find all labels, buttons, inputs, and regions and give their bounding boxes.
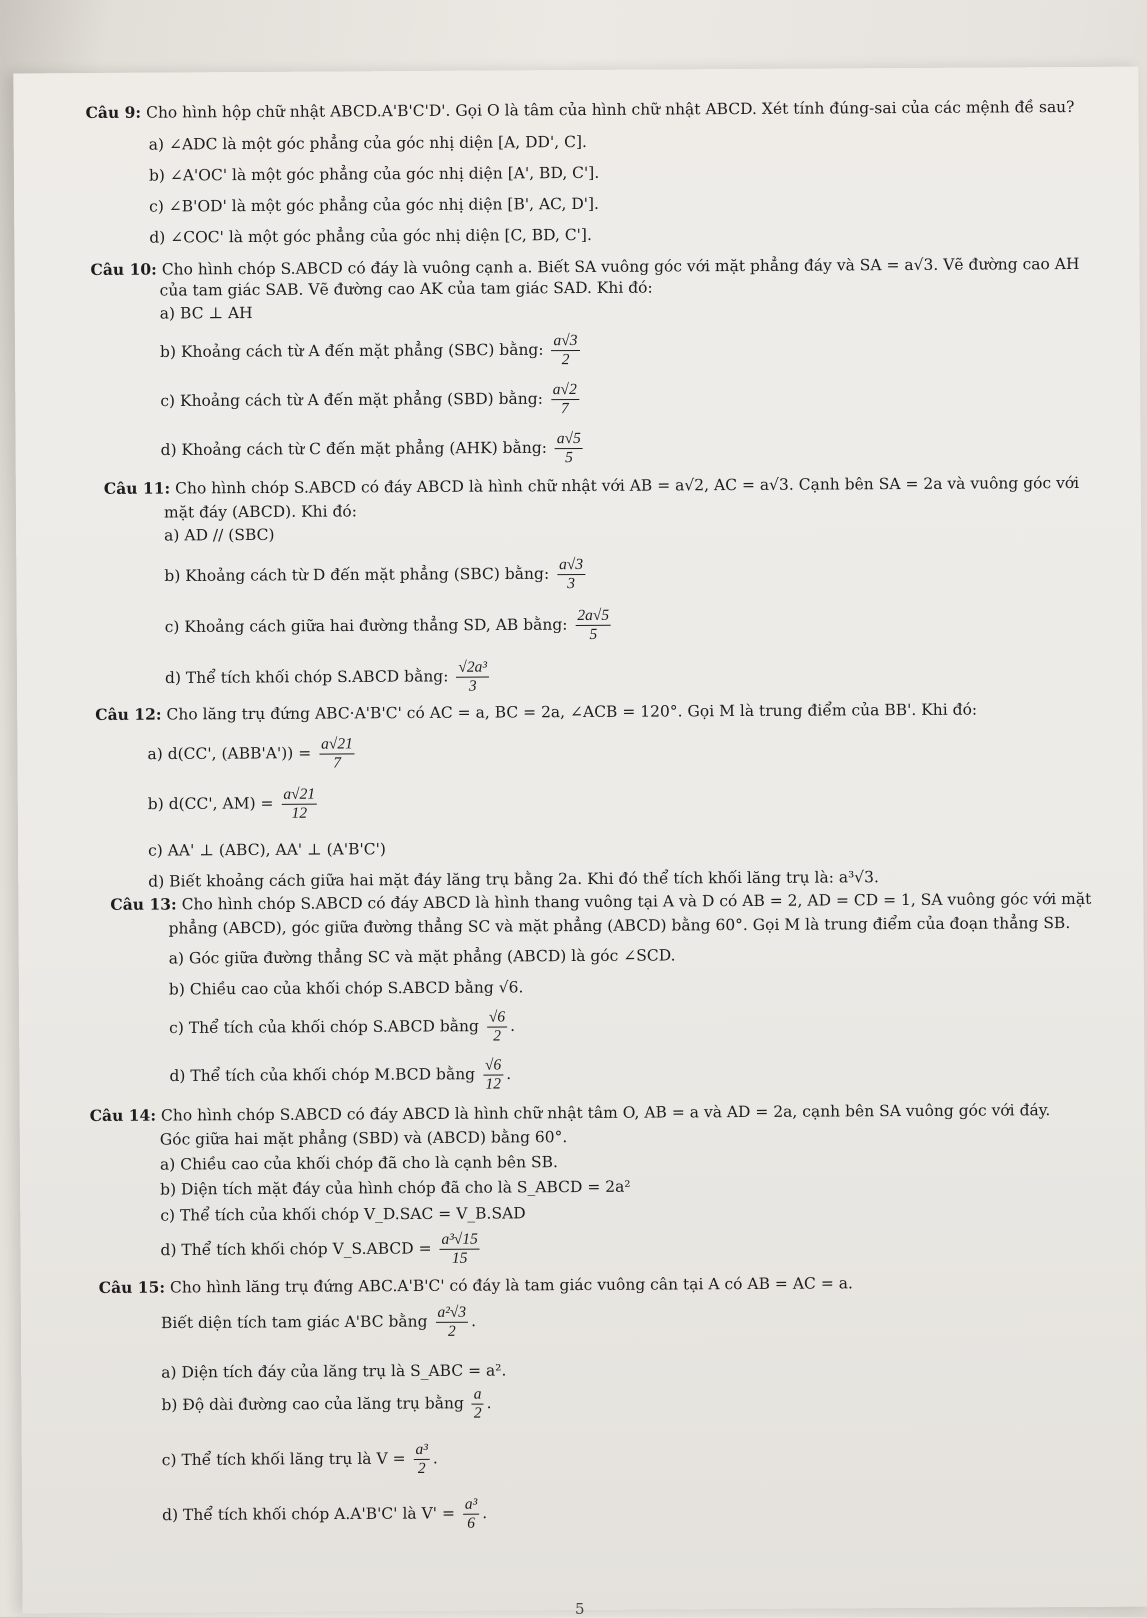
question-11-item-a: a) AD // (SBC) xyxy=(164,525,275,545)
question-10-item-c: c) Khoảng cách từ A đến mặt phẳng (SBD) bằng: $\frac{a√2}{7}$ xyxy=(160,381,582,421)
question-11-stem: Câu 11: Cho hình chóp S.ABCD có đáy ABCD là hình chữ nhật với AB = a√2, AC = a√3. Cạnh bên SA = 2a và vuông góc với xyxy=(103,473,1080,498)
question-14-item-d: d) Thể tích khối chóp V_S.ABCD = $\frac{\text{a³√15}}{15}$ xyxy=(160,1231,483,1270)
question-13-item-c: c) Thể tích của khối chóp S.ABCD bằng $\frac{√6}{2}$ . xyxy=(169,1008,516,1045)
fraction: $\frac{\text{a³}}{6}$ xyxy=(463,1496,480,1533)
question-10-item-b: b) Khoảng cách từ A đến mặt phẳng (SBC) bằng: $\frac{a√3}{2}$ xyxy=(160,332,583,372)
question-13-item-d: d) Thể tích của khối chóp M.BCD bằng $\frac{√6}{12}$ . xyxy=(169,1056,512,1093)
question-10-stem-cont: của tam giác SAB. Vẽ đường cao AK của tam giác SAD. Khi đó: xyxy=(159,278,653,300)
question-10-item-d: d) Khoảng cách từ C đến mặt phẳng (AHK) bằng: $\frac{a√5}{5}$ xyxy=(161,430,587,470)
fraction: $\frac{√6}{12}$ xyxy=(483,1056,503,1093)
fraction: $\frac{a√2}{7}$ xyxy=(551,381,579,418)
fraction: $\frac{\text{a³}}{2}$ xyxy=(413,1441,430,1478)
question-11-item-b: b) Khoảng cách từ D đến mặt phẳng (SBC) bằng: $\frac{a√3}{3}$ xyxy=(164,556,588,596)
question-12-item-b: b) d(CC', AM) = $\frac{a√21}{12}$ xyxy=(148,786,321,824)
question-9-item-b: b) ∠A'OC' là một góc phẳng của góc nhị diện [A', BD, C']. xyxy=(148,163,600,185)
question-10-stem: Câu 10: Cho hình chóp S.ABCD có đáy là vuông cạnh a. Biết SA vuông góc với mặt phẳng đáy và SA = a√3. Vẽ đường cao AH xyxy=(90,254,1080,279)
question-15-item-d: d) Thể tích khối chóp A.A'B'C' là V' = $\frac{\text{a³}}{6}$ . xyxy=(162,1495,488,1532)
fraction: $\frac{a√21}{12}$ xyxy=(281,786,317,823)
question-14-stem: Câu 14: Cho hình chóp S.ABCD có đáy ABCD là hình chữ nhật tâm O, AB = a và AD = 2a, cạnh bên SA vuông góc với đáy. xyxy=(89,1101,1051,1126)
fraction: $\frac{\text{a²√3}}{2}$ xyxy=(435,1304,468,1341)
fraction: $\frac{a√5}{5}$ xyxy=(555,430,583,467)
question-12-item-c: c) AA' ⊥ (ABC), AA' ⊥ (A'B'C') xyxy=(148,840,386,860)
question-15-item-b: b) Độ dài đường cao của lăng trụ bằng $\frac{a}{2}$ . xyxy=(161,1385,492,1422)
exam-page xyxy=(13,67,1147,1614)
question-14-item-c: c) Thể tích của khối chóp V_D.SAC = V_B.SAD xyxy=(160,1204,526,1225)
fraction: $\frac{√6}{2}$ xyxy=(487,1008,507,1045)
question-11-stem-cont: mặt đáy (ABCD). Khi đó: xyxy=(163,502,358,522)
question-11-item-d: d) Thể tích khối chóp S.ABCD bằng: $\frac{\text{√2a³}}{3}$ xyxy=(165,659,492,698)
question-12-stem: Câu 12: Cho lăng trụ đứng ABC·A'B'C' có AC = a, BC = 2a, ∠ACB = 120°. Gọi M là trung điểm của BB'. Khi đó: xyxy=(95,700,978,724)
question-9-item-a: a) ∠ADC là một góc phẳng của góc nhị diện [A, DD', C]. xyxy=(148,132,587,154)
fraction: $\frac{a√3}{3}$ xyxy=(557,556,585,593)
question-10-item-a: a) BC ⊥ AH xyxy=(159,303,253,323)
fraction: $\frac{\text{√2a³}}{3}$ xyxy=(456,659,489,696)
question-9-item-c: c) ∠B'OD' là một góc phẳng của góc nhị diện [B', AC, D']. xyxy=(149,194,600,216)
question-14-stem-cont: Góc giữa hai mặt phẳng (SBD) và (ABCD) bằng 60°. xyxy=(159,1128,568,1149)
question-13-stem-cont: phẳng (ABCD), góc giữa đường thẳng SC và mặt phẳng (ABCD) bằng 60°. Gọi M là trung điểm của đoạn thẳng SB. xyxy=(168,914,1071,938)
question-13-item-b: b) Chiều cao của khối chóp S.ABCD bằng √6. xyxy=(168,978,524,999)
question-14-item-a: a) Chiều cao của khối chóp đã cho là cạnh bên SB. xyxy=(159,1153,558,1174)
question-13-stem: Câu 13: Cho hình chóp S.ABCD có đáy ABCD là hình thang vuông tại A và D có AB = 2, AD = CD = 1, SA vuông góc với mặt xyxy=(110,889,1092,914)
question-15-stem-cont: Biết diện tích tam giác A'BC bằng $\frac{\text{a²√3}}{2}$ . xyxy=(160,1303,477,1340)
question-15-item-c: c) Thể tích khối lăng trụ là V = $\frac{\text{a³}}{2}$ . xyxy=(161,1440,438,1478)
fraction: $\frac{a√21}{7}$ xyxy=(319,735,355,772)
fraction: $\frac{\text{a³√15}}{15}$ xyxy=(439,1231,480,1268)
fraction: $\frac{a√3}{2}$ xyxy=(551,332,579,369)
question-9-stem: Câu 9: Cho hình hộp chữ nhật ABCD.A'B'C'D'. Gọi O là tâm của hình chữ nhật ABCD. Xét tính đúng-sai của các mệnh đề sau? xyxy=(85,97,1075,123)
question-13-item-a: a) Góc giữa đường thẳng SC và mặt phẳng (ABCD) là góc ∠SCD. xyxy=(168,946,676,968)
question-9-item-d: d) ∠COC' là một góc phẳng của góc nhị diện [C, BD, C']. xyxy=(149,225,592,247)
question-12-item-d: d) Biết khoảng cách giữa hai mặt đáy lăng trụ bằng 2a. Khi đó thể tích khối lăng trụ là: a³√3. xyxy=(148,868,879,891)
page-number: 5 xyxy=(575,1600,585,1618)
fraction: $\frac{2a√5}{5}$ xyxy=(575,607,611,644)
question-14-item-b: b) Diện tích mặt đáy của hình chóp đã cho là S_ABCD = 2a² xyxy=(160,1177,631,1199)
question-15-stem: Câu 15: Cho hình lăng trụ đứng ABC.A'B'C' có đáy là tam giác vuông cân tại A có AB = AC = a. xyxy=(98,1274,853,1297)
fraction: $\frac{a}{2}$ xyxy=(473,1385,482,1422)
question-12-item-a: a) d(CC', (ABB'A')) = $\frac{a√21}{7}$ xyxy=(147,735,358,773)
question-15-item-a: a) Diện tích đáy của lăng trụ là S_ABC = a². xyxy=(161,1361,507,1382)
question-11-item-c: c) Khoảng cách giữa hai đường thẳng SD, AB bằng: $\frac{2a√5}{5}$ xyxy=(165,607,615,647)
